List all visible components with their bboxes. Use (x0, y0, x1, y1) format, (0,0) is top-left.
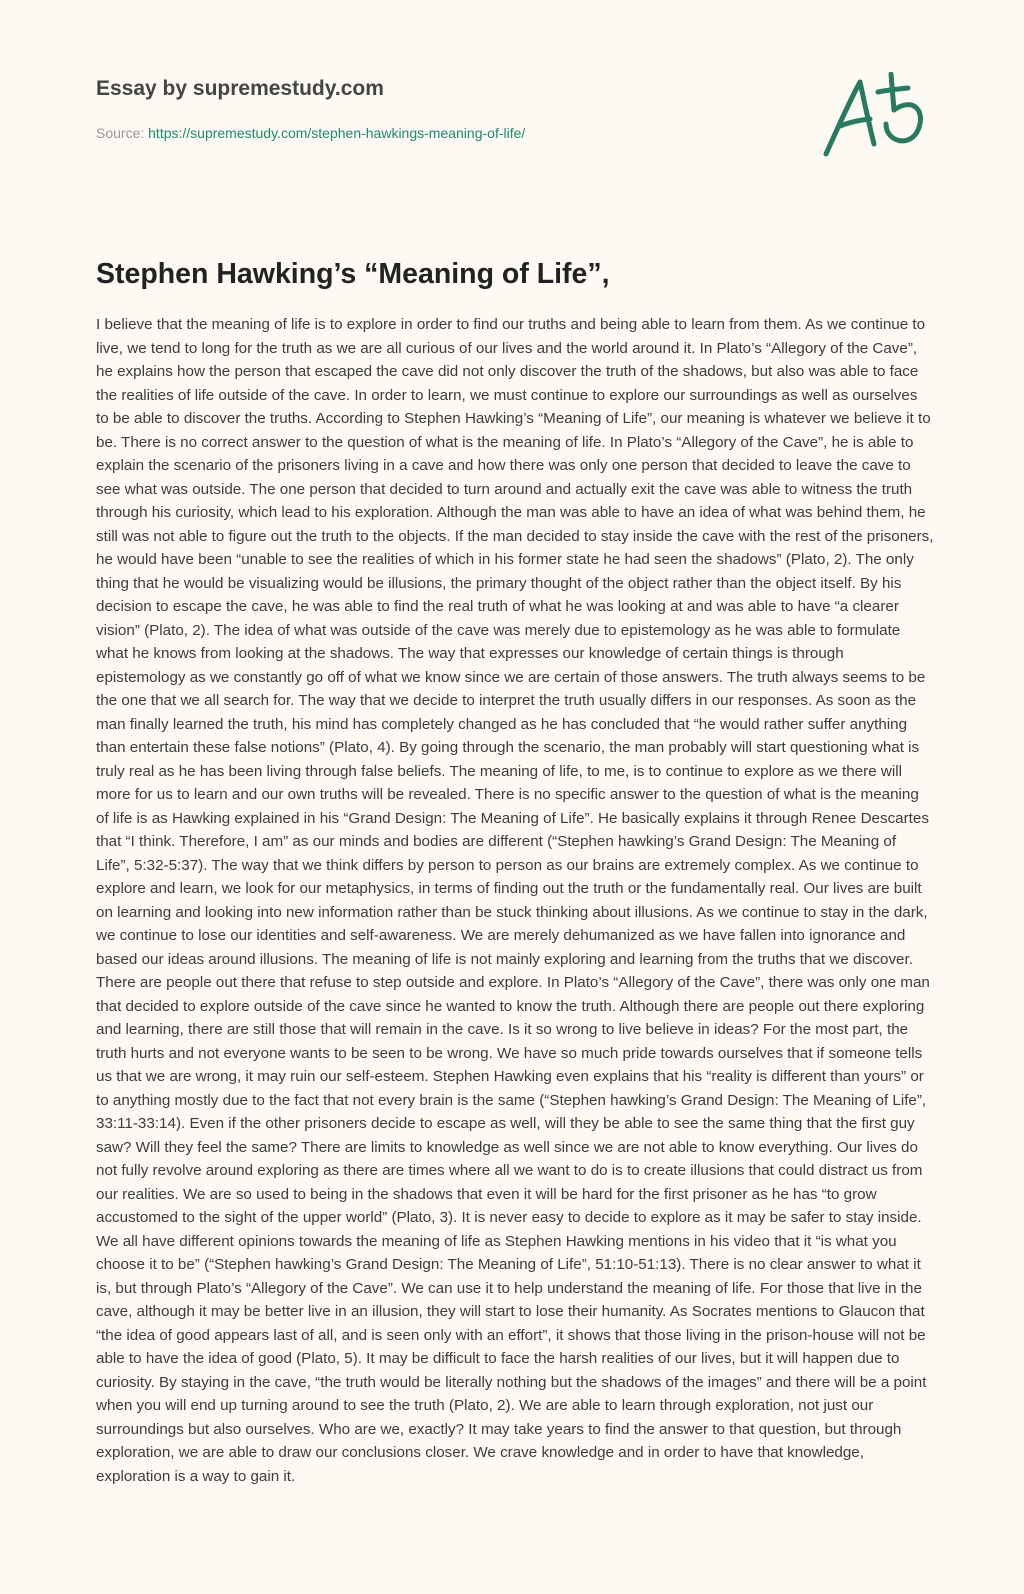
site-title: Essay by supremestudy.com (96, 77, 384, 100)
a-plus-logo (822, 72, 932, 172)
source-link[interactable]: https://supremestudy.com/stephen-hawkings-meaning-of-life/ (148, 125, 526, 141)
source-line (96, 124, 796, 142)
a-plus-logo-icon (822, 72, 932, 172)
source-label: Source: (96, 125, 145, 141)
essay-title: Stephen Hawking’s “Meaning of Life”, (96, 258, 610, 290)
page-header (96, 72, 796, 142)
essay-body: I believe that the meaning of life is to explore in order to find our truths and being able to learn from them. As we continue to live, we tend to long for the truth as we are all curious of our lives and the world around it. In Plato’s “Allegory of the Cave”, he explains how the person that escaped the cave did not only discover the truth of the shadows, but also was able to face the realities of life outside of the cave. In order to learn, we must continue to explore our surroundings as well as ourselves to be able to discover the truths. According to Stephen Hawking’s “Meaning of Life”, our meaning is whatever we believe it to be. There is no correct answer to the question of what is the meaning of life. In Plato’s “Allegory of the Cave”, he is able to explain the scenario of the prisoners living in a cave and how there was only one person that decided to leave the cave to see what was outside. The one person that decided to turn around and actually exit the cave was able to witness the truth through his curiosity, which lead to his exploration. Although the man was able to have an idea of what was behind them, he still was not able to figure out the truth to the objects. If the man decided to stay inside the cave with the rest of the prisoners, he would have been “unable to see the realities of which in his former state he had seen the shadows” (Plato, 2). The only thing that he would be visualizing would be illusions, the primary thought of the object rather than the object itself. By his decision to escape the cave, he was able to find the real truth of what he was looking at and was able to have “a clearer vision” (Plato, 2). The idea of what was outside of the cave was merely due to epistemology as he was able to formulate what he knows from looking at the shadows. The way that expresses our knowledge of certain things is through epistemology as we constantly go off of what we know since we are certain of those answers. The truth always seems to be the one that we all search for. The way that we decide to interpret the truth usually differs in our responses. As soon as the man finally learned the truth, his mind has completely changed as he has concluded that “he would rather suffer anything than entertain these false notions” (Plato, 4). By going through the scenario, the man probably will start questioning what is truly real as he has been living through false beliefs. The meaning of life, to me, is to continue to explore as we there will more for us to learn and our own truths will be revealed. There is no specific answer to the question of what is the meaning of life is as Hawking explained in his “Grand Design: The Meaning of Life”. He basically explains it through Renee Descartes that “I think. Therefore, I am” as our minds and bodies are different (“Stephen hawking’s Grand Design: The Meaning of Life”, 5:32-5:37). The way that we think differs by person to person as our brains are extremely complex. As we continue to explore and learn, we look for our metaphysics, in terms of finding out the truth or the fundamentally real. Our lives are built on learning and looking into new information rather than be stuck thinking about illusions. As we continue to stay in the dark, we continue to lose our identities and self-awareness. We are merely dehumanized as we have fallen into ignorance and based our ideas around illusions. The meaning of life is not mainly exploring and learning from the truths that we discover. There are people out there that refuse to step outside and explore. In Plato’s “Allegory of the Cave”, there was only one man that decided to explore outside of the cave since he wanted to know the truth. Although there are people out there exploring and learning, there are still those that will remain in the cave. Is it so wrong to live believe in ideas? For the most part, the truth hurts and not everyone wants to be seen to be wrong. We have so much pride towards ourselves that if someone tells us that we are wrong, it may ruin our self-esteem. Stephen Hawking even explains that his “reality is different than yours” or to anything mostly due to the fact that not every brain is the same (“Stephen hawking’s Grand Design: The Meaning of Life”, 33:11-33:14). Even if the other prisoners decide to escape as well, will they be able to see the same thing that the first guy saw? Will they feel the same? There are limits to knowledge as well since we are not able to know everything. Our lives do not fully revolve around exploring as there are times where all we want to do is to create illusions that could distract us from our realities. We are so used to being in the shadows that even it will be hard for the first prisoner as he has “to grow accustomed to the sight of the upper world” (Plato, 3). It is never easy to decide to explore as it may be safer to stay inside. We all have different opinions towards the meaning of life as Stephen Hawking mentions in his video that it “is what you choose it to be” (“Stephen hawking’s Grand Design: The Meaning of Life”, 51:10-51:13). There is no clear answer to what it is, but through Plato’s “Allegory of the Cave”. We can use it to help understand the meaning of life. For those that live in the cave, although it may be better live in an illusion, they will start to lose their humanity. As Socrates mentions to Glaucon that “the idea of good appears last of all, and is seen only with an effort”, it shows that those living in the prison-house will not be able to have the idea of good (Plato, 5). It may be difficult to face the harsh realities of our lives, but it will happen due to curiosity. By staying in the cave, “the truth would be literally nothing but the shadows of the images” and there will be a point when you will end up turning around to see the truth (Plato, 2). We are able to learn through exploration, not just our surroundings but also ourselves. Who are we, exactly? It may take years to find the answer to that question, but through exploration, we are able to draw our conclusions closer. We crave knowledge and in order to have that knowledge, exploration is a way to gain it. (96, 316, 934, 1485)
